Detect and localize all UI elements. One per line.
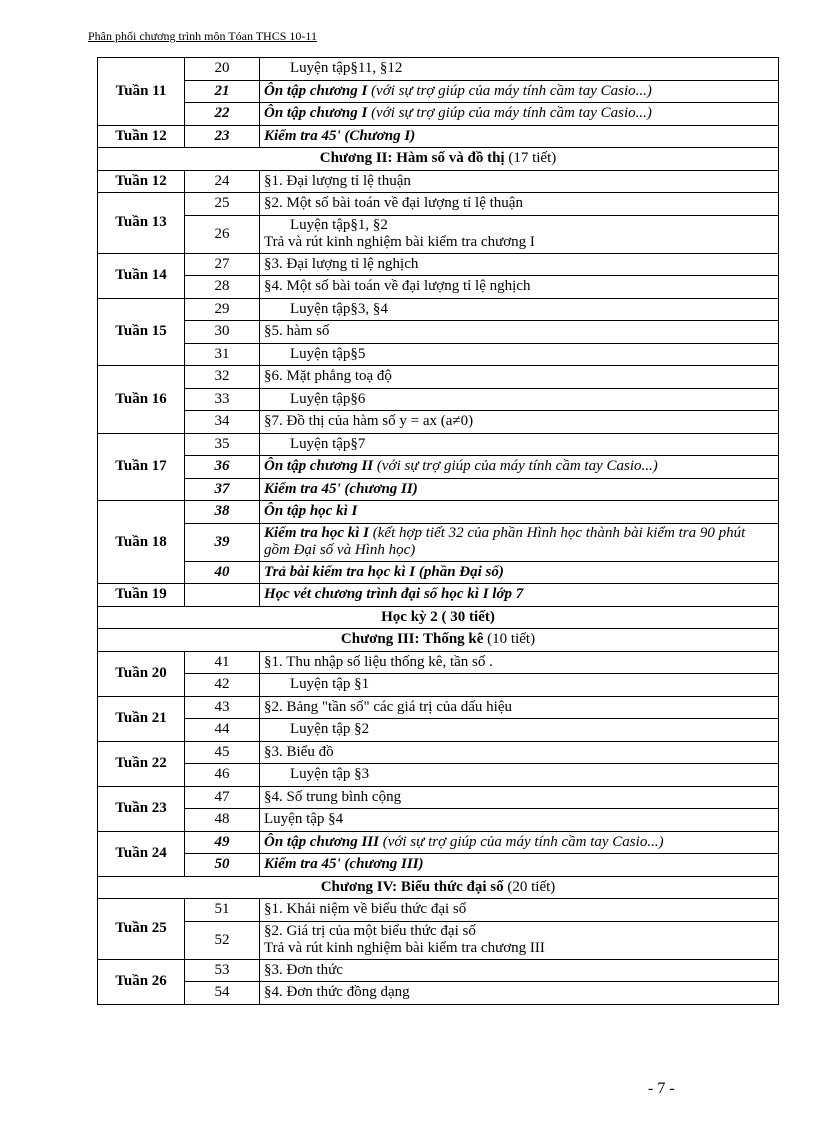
section-heading (98, 606, 779, 629)
lesson-row (98, 584, 779, 607)
week-cell: Tuần 23 (98, 786, 185, 831)
lesson-content-cell (260, 215, 779, 253)
lesson-row (98, 366, 779, 389)
cell-text: Luyện tập§11, §12 (290, 60, 403, 77)
week-cell: Tuần 22 (98, 741, 185, 786)
week-cell: Tuần 12 (98, 125, 185, 148)
lesson-row (98, 764, 779, 787)
cell-text: Trả bài kiểm tra học kì I (phần Đại số) (264, 563, 504, 580)
section-heading (98, 876, 779, 899)
lesson-content-cell (260, 741, 779, 764)
lesson-number-cell: 32 (185, 366, 260, 389)
lesson-content-cell (260, 584, 779, 607)
cell-text: Luyện tập§5 (290, 345, 366, 362)
lesson-number-cell: 53 (185, 959, 260, 982)
cell-text: Luyện tập §3 (290, 766, 370, 783)
lesson-content-cell (260, 982, 779, 1005)
cell-text: §5. hàm số (264, 323, 330, 340)
page-number: - 7 - (648, 1080, 675, 1097)
lesson-row (98, 854, 779, 877)
cell-text: Ôn tập chương II (264, 458, 374, 475)
cell-text: §4. Đơn thức đồng dạng (264, 984, 410, 1001)
lesson-content-cell (260, 696, 779, 719)
lesson-number-cell: 20 (185, 58, 260, 81)
cell-text: (20 tiết) (503, 878, 556, 895)
cell-text: Chương III: Thống kê (340, 631, 484, 648)
cell-text: Ôn tập học kì I (264, 503, 358, 520)
cell-text: §1. Thu nhập số liệu thống kê, tần số . (264, 653, 493, 670)
cell-text: §2. Giá trị của một biểu thức đại số (264, 923, 476, 939)
lesson-number-cell: 24 (185, 170, 260, 193)
lesson-number-cell: 48 (185, 809, 260, 832)
cell-text: (với sự trợ giúp của máy tính cầm tay Casio...) (367, 105, 652, 122)
week-cell: Tuần 13 (98, 193, 185, 254)
lesson-number-cell: 30 (185, 321, 260, 344)
cell-text: Luyện tập §1 (290, 676, 370, 693)
lesson-number-cell: 41 (185, 651, 260, 674)
lesson-content-cell (260, 899, 779, 922)
cell-text: Trả và rút kinh nghiệm bài kiểm tra chương III (264, 940, 545, 956)
lesson-content-cell (260, 523, 779, 561)
cell-text: Học vét chương trình đại số học kì I lớp 7 (264, 586, 524, 603)
cell-text: §2. Một số bài toán về đại lượng tỉ lệ thuận (264, 195, 523, 212)
lesson-content-cell (260, 193, 779, 216)
section-heading-row (98, 876, 779, 899)
week-cell: Tuần 11 (98, 58, 185, 126)
cell-text: Kiểm tra 45' (chương II) (264, 480, 418, 497)
lesson-row (98, 696, 779, 719)
cell-text: Học kỳ 2 ( 30 tiết) (381, 608, 495, 625)
cell-text: Luyện tập§3, §4 (290, 300, 388, 317)
cell-text: (17 tiết) (504, 150, 557, 167)
lesson-number-cell: 39 (185, 523, 260, 561)
curriculum-table (97, 57, 779, 1005)
lesson-row (98, 523, 779, 561)
lesson-number-cell: 37 (185, 478, 260, 501)
lesson-content-cell (260, 501, 779, 524)
cell-text: §2. Bảng "tần số" các giá trị của dấu hiệu (264, 698, 512, 715)
lesson-row (98, 456, 779, 479)
lesson-row (98, 193, 779, 216)
section-heading-row (98, 629, 779, 652)
week-cell: Tuần 12 (98, 170, 185, 193)
cell-text: §3. Biểu đồ (264, 743, 334, 760)
week-cell: Tuần 16 (98, 366, 185, 434)
lesson-row (98, 411, 779, 434)
week-cell: Tuần 25 (98, 899, 185, 960)
cell-text: Luyện tập §2 (290, 721, 370, 738)
cell-text: Luyện tập §4 (264, 811, 344, 828)
lesson-row (98, 170, 779, 193)
lesson-row (98, 674, 779, 697)
lesson-row (98, 561, 779, 584)
lesson-row (98, 982, 779, 1005)
lesson-content-cell (260, 433, 779, 456)
lesson-content-cell (260, 959, 779, 982)
lesson-content-cell (260, 80, 779, 103)
cell-text: §7. Đồ thị của hàm số y = ax (a≠0) (264, 413, 474, 430)
lesson-number-cell: 44 (185, 719, 260, 742)
lesson-row (98, 959, 779, 982)
section-heading (98, 148, 779, 171)
lesson-content-cell (260, 125, 779, 148)
lesson-content-cell (260, 786, 779, 809)
week-cell: Tuần 20 (98, 651, 185, 696)
lesson-content-cell (260, 170, 779, 193)
lesson-number-cell: 42 (185, 674, 260, 697)
section-heading (98, 629, 779, 652)
section-heading-row (98, 148, 779, 171)
lesson-content-cell (260, 921, 779, 959)
week-cell: Tuần 24 (98, 831, 185, 876)
lesson-content-cell (260, 58, 779, 81)
cell-text: (10 tiết) (483, 631, 536, 648)
lesson-content-cell (260, 674, 779, 697)
section-heading-row (98, 606, 779, 629)
cell-text: §1. Đại lượng tỉ lệ thuận (264, 172, 411, 189)
lesson-row (98, 58, 779, 81)
lesson-row (98, 343, 779, 366)
week-cell: Tuần 19 (98, 584, 185, 607)
lesson-content-cell (260, 366, 779, 389)
lesson-row (98, 433, 779, 456)
lesson-number-cell: 46 (185, 764, 260, 787)
lesson-number-cell: 45 (185, 741, 260, 764)
lesson-number-cell: 40 (185, 561, 260, 584)
cell-text: Ôn tập chương I (264, 82, 368, 99)
cell-text: §3. Đơn thức (264, 961, 343, 978)
lesson-number-cell: 49 (185, 831, 260, 854)
lesson-content-cell (260, 276, 779, 299)
lesson-content-cell (260, 343, 779, 366)
week-cell: Tuần 17 (98, 433, 185, 501)
lesson-number-cell: 26 (185, 215, 260, 253)
lesson-row (98, 298, 779, 321)
lesson-number-cell: 21 (185, 80, 260, 103)
lesson-number-cell: 51 (185, 899, 260, 922)
lesson-number-cell: 25 (185, 193, 260, 216)
week-cell: Tuần 18 (98, 501, 185, 584)
cell-text: (với sự trợ giúp của máy tính cầm tay Casio...) (367, 82, 652, 99)
lesson-number-cell: 29 (185, 298, 260, 321)
lesson-number-cell: 22 (185, 103, 260, 126)
lesson-number-cell: 52 (185, 921, 260, 959)
lesson-row (98, 478, 779, 501)
cell-text: §3. Đại lượng tỉ lệ nghịch (264, 255, 419, 272)
lesson-content-cell (260, 651, 779, 674)
cell-text: Kiểm tra 45' (Chương I) (264, 127, 416, 144)
cell-text: §1. Khái niệm về biểu thức đại số (264, 901, 467, 918)
lesson-row (98, 809, 779, 832)
cell-text: Kiểm tra học kì I (264, 525, 370, 541)
lesson-content-cell (260, 719, 779, 742)
lesson-content-cell (260, 253, 779, 276)
lesson-row (98, 80, 779, 103)
lesson-content-cell (260, 764, 779, 787)
lesson-row (98, 253, 779, 276)
cell-text: Luyện tập§1, §2 (290, 217, 388, 233)
lesson-content-cell (260, 561, 779, 584)
page-header: Phân phối chương trình môn Tóan THCS 10-11 (88, 29, 317, 43)
cell-text: (với sự trợ giúp của máy tính cầm tay Casio...) (378, 833, 664, 850)
lesson-row (98, 741, 779, 764)
lesson-number-cell (185, 584, 260, 607)
week-cell: Tuần 15 (98, 298, 185, 366)
lesson-row (98, 276, 779, 299)
cell-text: Kiểm tra 45' (chương III) (264, 856, 424, 873)
lesson-number-cell: 50 (185, 854, 260, 877)
lesson-content-cell (260, 411, 779, 434)
lesson-number-cell: 33 (185, 388, 260, 411)
lesson-row (98, 651, 779, 674)
lesson-row (98, 388, 779, 411)
lesson-row (98, 719, 779, 742)
week-cell: Tuần 14 (98, 253, 185, 298)
lesson-content-cell (260, 298, 779, 321)
lesson-number-cell: 54 (185, 982, 260, 1005)
lesson-number-cell: 35 (185, 433, 260, 456)
cell-text: Luyện tập§6 (290, 390, 366, 407)
lesson-row (98, 921, 779, 959)
lesson-row (98, 501, 779, 524)
lesson-content-cell (260, 478, 779, 501)
cell-text: Chương II: Hàm số và đồ thị (319, 150, 505, 167)
lesson-number-cell: 27 (185, 253, 260, 276)
lesson-row (98, 103, 779, 126)
cell-text: Ôn tập chương III (264, 833, 379, 850)
cell-text: (kết hợp tiết 32 của phần Hình học thành bài kiểm tra 90 phút gồm Đại số và Hình học) (264, 525, 746, 558)
lesson-number-cell: 28 (185, 276, 260, 299)
lesson-row (98, 215, 779, 253)
cell-text: Ôn tập chương I (264, 105, 368, 122)
lesson-content-cell (260, 103, 779, 126)
lesson-row (98, 786, 779, 809)
lesson-number-cell: 43 (185, 696, 260, 719)
lesson-row (98, 899, 779, 922)
cell-text: §6. Mặt phẳng toạ độ (264, 368, 392, 385)
lesson-number-cell: 36 (185, 456, 260, 479)
cell-text: Trả và rút kinh nghiệm bài kiểm tra chương I (264, 234, 535, 250)
cell-text: Chương IV: Biểu thức đại số (320, 878, 504, 895)
lesson-number-cell: 47 (185, 786, 260, 809)
lesson-number-cell: 23 (185, 125, 260, 148)
lesson-content-cell (260, 831, 779, 854)
cell-text: Luyện tập§7 (290, 435, 366, 452)
lesson-content-cell (260, 388, 779, 411)
lesson-content-cell (260, 456, 779, 479)
cell-text: §4. Một số bài toán về đại lượng tỉ lệ nghịch (264, 278, 531, 295)
cell-text: (với sự trợ giúp của máy tính cầm tay Casio...) (373, 458, 658, 475)
lesson-content-cell (260, 854, 779, 877)
lesson-row (98, 321, 779, 344)
lesson-number-cell: 38 (185, 501, 260, 524)
lesson-content-cell (260, 809, 779, 832)
lesson-number-cell: 31 (185, 343, 260, 366)
week-cell: Tuần 26 (98, 959, 185, 1004)
cell-text: §4. Số trung bình cộng (264, 788, 402, 805)
lesson-row (98, 831, 779, 854)
lesson-row (98, 125, 779, 148)
lesson-content-cell (260, 321, 779, 344)
week-cell: Tuần 21 (98, 696, 185, 741)
lesson-number-cell: 34 (185, 411, 260, 434)
